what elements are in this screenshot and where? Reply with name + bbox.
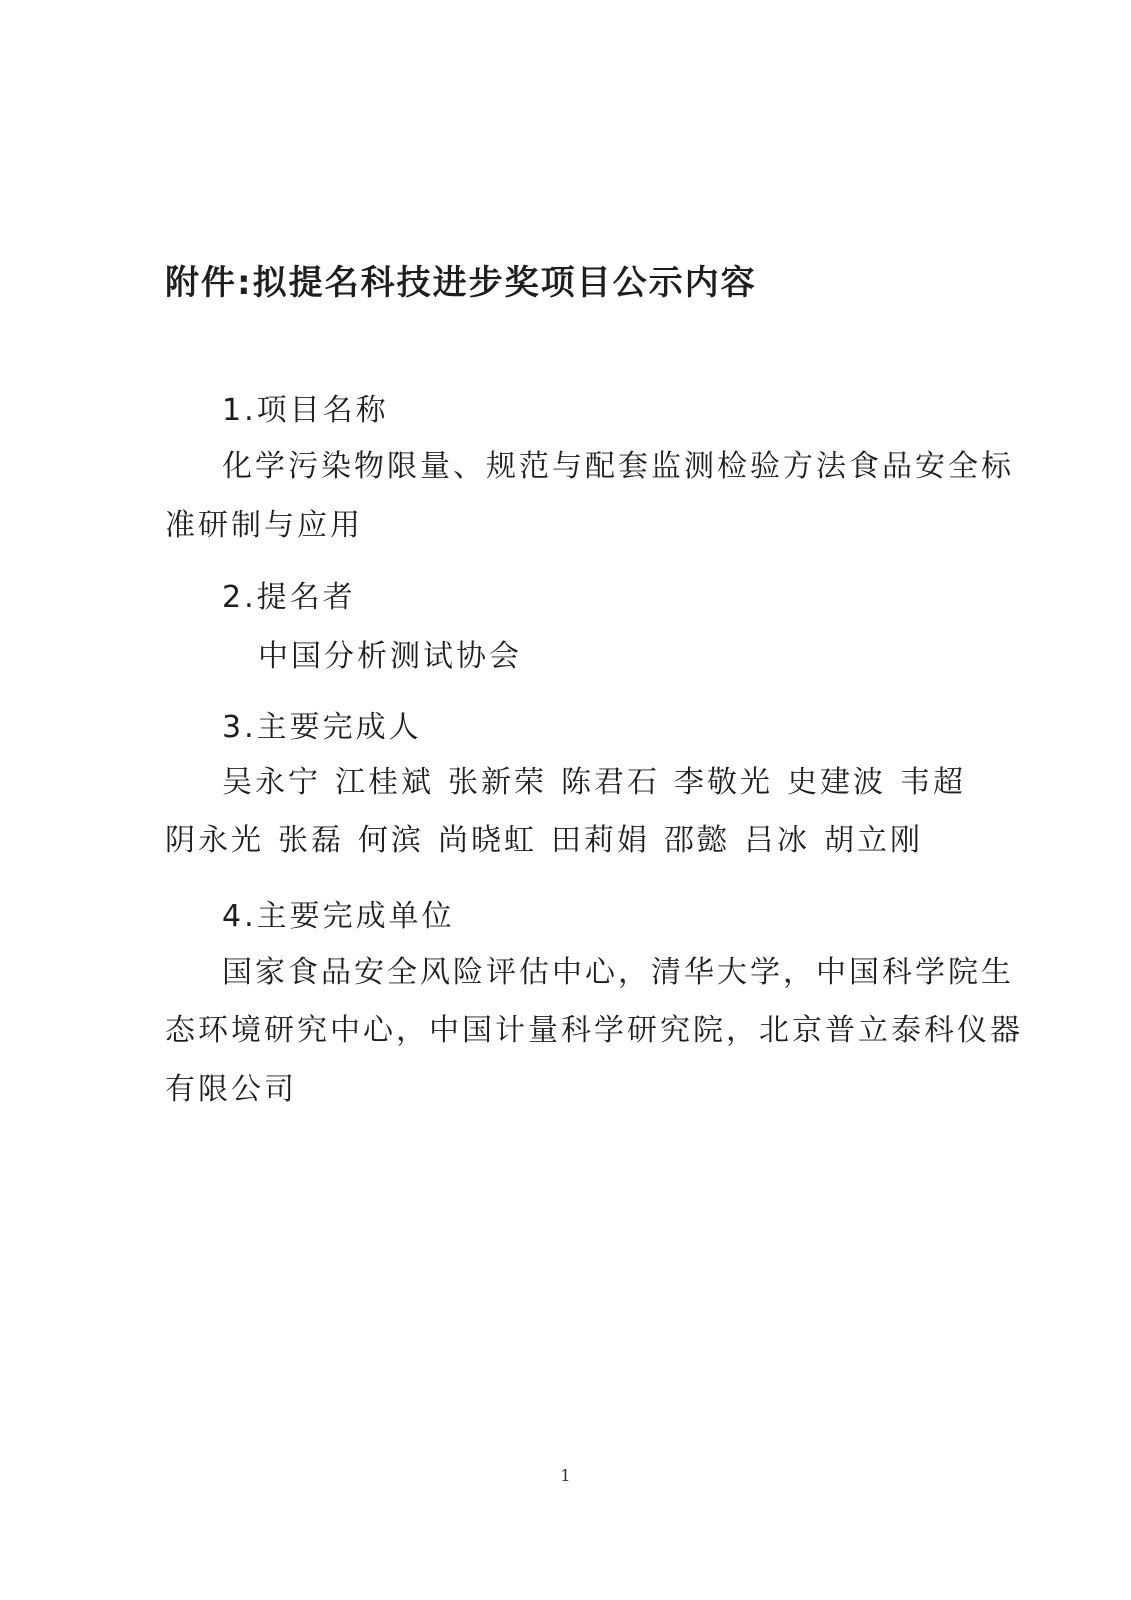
page-number: 1 bbox=[560, 1466, 571, 1485]
completers-line-2 bbox=[165, 823, 923, 858]
completer-name: 李敬光 bbox=[674, 765, 773, 800]
completer-name: 何滨 bbox=[358, 823, 424, 858]
units-line-1: 国家食品安全风险评估中心，清华大学，中国科学院生 bbox=[222, 955, 1014, 990]
completer-name: 吕冰 bbox=[744, 823, 810, 858]
completer-name: 尚晓虹 bbox=[438, 823, 537, 858]
units-line-2: 态环境研究中心，中国计量科学研究院，北京普立泰科仪器 bbox=[165, 1013, 1023, 1048]
completer-name: 邵懿 bbox=[664, 823, 730, 858]
completer-name: 张磊 bbox=[278, 823, 344, 858]
section-4-heading: 4.主要完成单位 bbox=[222, 899, 455, 934]
completer-name: 吴永宁 bbox=[222, 765, 321, 800]
section-2-heading: 2.提名者 bbox=[222, 580, 356, 615]
completer-name: 张新荣 bbox=[448, 765, 547, 800]
completer-name: 阴永光 bbox=[165, 823, 264, 858]
section-3-heading: 3.主要完成人 bbox=[222, 710, 422, 745]
project-name-line-1: 化学污染物限量、规范与配套监测检验方法食品安全标 bbox=[222, 449, 1014, 484]
completer-name: 陈君石 bbox=[561, 765, 660, 800]
completer-name: 韦超 bbox=[900, 765, 966, 800]
document-title: 附件:拟提名科技进步奖项目公示内容 bbox=[165, 263, 757, 303]
completer-name: 田莉娟 bbox=[551, 823, 650, 858]
units-line-3: 有限公司 bbox=[165, 1072, 297, 1107]
completers-line-1 bbox=[222, 765, 966, 800]
completer-name: 史建波 bbox=[787, 765, 886, 800]
project-name-line-2: 准研制与应用 bbox=[165, 508, 363, 543]
section-1-heading: 1.项目名称 bbox=[222, 393, 389, 428]
completer-name: 江桂斌 bbox=[335, 765, 434, 800]
completer-name: 胡立刚 bbox=[824, 823, 923, 858]
nominator-name: 中国分析测试协会 bbox=[258, 639, 522, 674]
